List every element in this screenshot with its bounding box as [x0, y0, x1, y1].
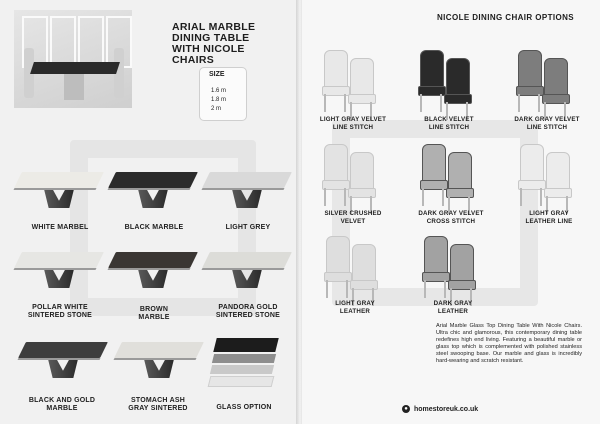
finish-label: BROWN MARBLE	[138, 306, 170, 321]
chair-pair-image	[512, 46, 582, 114]
chair-option-label: DARK GRAY VELVET LINE STITCH	[514, 116, 580, 131]
chair-pair-image	[514, 140, 584, 208]
chair-option-label: LIGHT GRAY VELVET LINE STITCH	[319, 116, 387, 131]
finish-label: WHITE MARBEL	[31, 224, 89, 231]
finish-label: BLACK MARBLE	[124, 224, 184, 231]
website-link[interactable]: homestoreuk.co.uk	[414, 406, 479, 413]
table-image-pollar-white	[18, 252, 100, 292]
size-option: 2 m	[211, 106, 222, 112]
chair-pair-image	[414, 46, 484, 114]
finish-label: PANDORA GOLD SINTERED STONE	[215, 304, 281, 319]
chair-pair-image	[318, 46, 388, 114]
table-image-black-and-gold	[22, 342, 104, 382]
globe-icon: ●	[402, 405, 410, 413]
chair-option-label: SILVER CRUSHED VELVET	[324, 210, 382, 225]
left-page	[0, 0, 298, 424]
finish-label: GLASS OPTION	[216, 404, 272, 411]
chair-pair-image	[320, 232, 390, 300]
chair-pair-image	[418, 232, 488, 300]
finish-label: BLACK AND GOLD MARBLE	[28, 397, 96, 412]
chair-option-label: BLACK VELVET LINE STITCH	[424, 116, 474, 131]
chair-pair-image	[416, 140, 486, 208]
size-heading: SIZE	[209, 71, 225, 78]
chair-pair-image	[318, 140, 388, 208]
finish-label: STOMACH ASH GRAY SINTERED	[128, 397, 188, 412]
size-option: 1.6 m	[211, 88, 227, 94]
size-option: 1.8 m	[211, 97, 227, 103]
size-options-box	[199, 67, 247, 121]
chair-options-title: NICOLE DINING CHAIR OPTIONS	[437, 13, 575, 22]
chair-option-label: LIGHT GRAY LEATHER	[335, 300, 375, 315]
product-description: Arial Marble Glass Top Dining Table With Nicole Chairs. Ultra chic and glamorous, this contemporary dining table redefines high end living. Featuring a beautiful marble or glass top which is complemented with polished stainless steel swooping base. Our marble and glass is incredibly hard-wearing and scratch resistant.	[436, 323, 583, 365]
chair-option-label: LIGHT GRAY LEATHER LINE	[525, 210, 573, 225]
chair-option-label: DARK GRAY LEATHER	[433, 300, 473, 315]
finish-label: LIGHT GREY	[225, 224, 271, 231]
hero-dining-set-photo	[14, 10, 132, 108]
table-image-pandora-gold	[206, 252, 288, 292]
table-image-light-grey	[206, 172, 288, 212]
product-title: ARIAL MARBLE DINING TABLE WITH NICOLE CHAIRS	[172, 21, 256, 66]
table-image-black-marble	[112, 172, 194, 212]
glass-option-image	[209, 334, 281, 396]
table-image-brown-marble	[112, 252, 194, 292]
table-image-white-marbel	[18, 172, 100, 212]
table-image-stomach-ash	[118, 342, 200, 382]
finish-label: POLLAR WHITE SINTERED STONE	[27, 304, 93, 319]
chair-option-label: DARK GRAY VELVET CROSS STITCH	[418, 210, 484, 225]
